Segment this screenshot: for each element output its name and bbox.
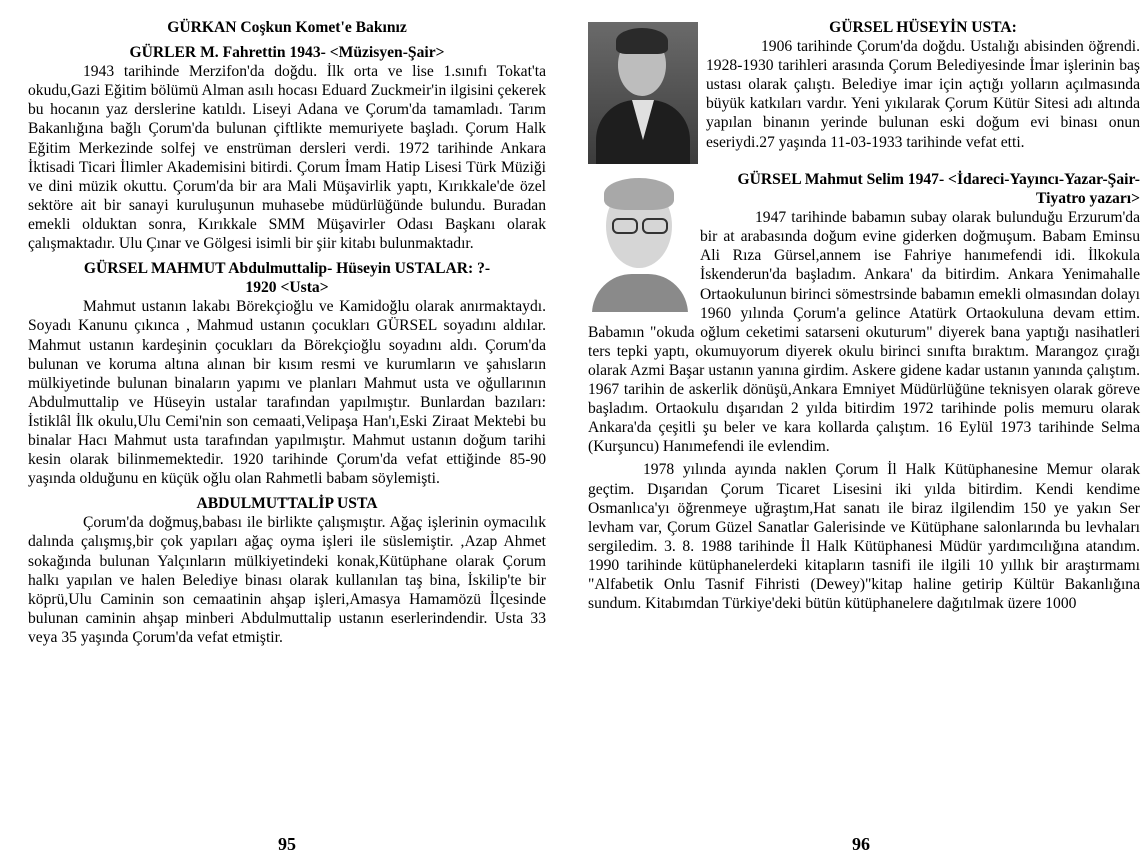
paragraph-mahmut-usta: Mahmut ustanın lakabı Börekçioğlu ve Kamidoğlu olarak anırmaktaydı. Soyadı Kanunu çıkınca , Mahmud ustanın çocukları GÜRSEL soyadını aldılar. Mahmut ustanın kardeşinin çocukları da Börekçioğlu soyadını aldı. Çorum'da bulunan ve koruma altına alınan bir kısım resmi ve kurumların ve şahısların mülkiyetinde bulunan binaların yapımı ve planları Mahmut usta ve oğullarının Abdulmuttalip ve Hüseyin ustalar tarafından yapılmıştır. Bunlardan bazıları: İstiklâl İlk okulu,Ulu Cemi'nin son cemaati,Velipaşa Han'ı,Eski Ziraat Mektebi bu binalar Hacı Mahmut usta tarafından yapılmıştır. Mahmut ustanın doğum tarihi kesin olarak bilinmemektedir. 1920 tarihinde Çorum'da vefat ettiğinde 85-90 yaşında olduğunu en küçük oğlu olan Rahmetli babam söylemişti.	[28, 298, 546, 488]
paragraph-abdulmuttalip: Çorum'da doğmuş,babası ile birlikte çalışmıştır. Ağaç işlerinin oymacılık dalında çalışmış,bir çok yapıları ağaç oyma işleri ile süslemiştir. ,Azap Ahmet sokağında bulunan Yalçınların mülkiyetindeki konak,Kütüphane olarak Çorum halkı yapılan ve halen Belediye binası olarak kullanılan taş bina, İskilip'te bir köprü,Ulu Caminin son cemaatinin ahşap işleri,Amasya Hamamözü İlçesinde bulunan caminin ahşap minberi Abdulmuttalip ustanın eserlerindendir. Usta 33 veya 35 yaşında Çorum'da vefat etmiştir.	[28, 514, 546, 646]
paragraph-mahmut-selim: 1947 tarihinde babamın subay olarak bulunduğu Erzurum'da bir at arabasında doğum evine giderken doğmuşum. Babam Eminsu Ali Rıza Gürsel,annem ise Fahriye hanımefendi idi. İlkokula İskenderun'da başladım. Ankara' da bitirdim. Ankara Yenimahalle Ortaokulunun birinci sömestrsinde babamın emekli olmasından dolayı 1960 yılında Çorum'a gelince Atatürk Ortaokuluna devam ettim. Babamın "okuda oğlum ceketimi satarseni okuturum" diyerek bana yaptığı nasihatleri ters tepki yaptı, okumuyorum diyerek okulu birinci sınıfta bıraktım. Marangoz çırağı olarak Azmi Başar ustanın yanına girdim. Askere gidene kadar ustanın yanında çalıştım. 1967 tarihin de askerlik dönüşü,Ankara Emniyet Müdürlüğüne teknisyen olarak göreve başladım. Ortaokulu dışarıdan 2 yılda bitirdim 1972 tarihinde polis memuru olarak Ankara'da çeşitli şu beler ve kara kollarda çalıştım. 16 Eylül 1973 tarihinde Selma (Kurşuncu) Hanımefendi ile evlendim.	[588, 209, 1140, 456]
heading-gursel-mahmut-line2: 1920 <Usta>	[245, 279, 329, 297]
heading-gursel-huseyin: GÜRSEL HÜSEYİN USTA:	[829, 19, 1017, 36]
heading-gurler: GÜRLER M. Fahrettin 1943- <Müzisyen-Şair>	[129, 44, 445, 62]
page-number-right: 96	[852, 834, 870, 854]
heading-gurkan: GÜRKAN Coşkun Komet'e Bakınız	[167, 19, 407, 36]
portrait-photo-mahmut-selim	[588, 170, 692, 312]
right-page	[574, 0, 1148, 855]
paragraph-mahmut-selim-2: 1978 yılında ayında naklen Çorum İl Halk Kütüphanesine Memur olarak geçtim. Dışarıdan Çorum Ticaret Lisesini iki yılda bitirdim. Kendi kendime Osmanlıca'yı öğrenmeye uğraştım,Hat sanatı ile biraz ilgilendim 150 ye yakın Ser levham var, Çorum Güzel Sanatlar Galerisinde ve Kütüphane salonlarında bu levhaları sergiledim. 3. 8. 1988 tarihinde İl Halk Kütüphanesi Müdür yardımcılığına atandım. 1990 tarihinde kütüphanelerdeki kitapların tasnifi ile ilgili 10 yıllık bir araştırmamı "Alfabetik Onlu Tasnif Fihristi (Dewey)"kitap haline getirip Kültür Bakanlığına sundum. Kitabımdan Türkiye'deki bütün kütüphanelere dağıtılmak üzere 1000	[588, 461, 1140, 613]
heading-mahmut-selim: GÜRSEL Mahmut Selim 1947- <İdareci-Yayıncı-Yazar-Şair-Tiyatro yazarı>	[737, 171, 1140, 208]
heading-gursel-mahmut-line1: GÜRSEL MAHMUT Abdulmuttalip- Hüseyin USTALAR: ?-	[83, 260, 491, 278]
heading-abdulmuttalip: ABDULMUTTALİP USTA	[196, 495, 378, 513]
paragraph-huseyin-usta: 1906 tarihinde Çorum'da doğdu. Ustalığı abisinden öğrendi. 1928-1930 tarihleri arasında Çorum Belediyesinde İmar işlerinin baş ustası olarak çalıştı. Belediye imar için açtığı yolların açılmasında büyük katkıları vardır. Yeni yıkılarak Çorum Kütür Sitesi adı altında yapılan binanın yerinde bulunan eski doğum evi binası onun eseriydi.27 yaşında 11-03-1933 tarihinde vefat etti.	[706, 38, 1140, 151]
portrait-photo-huseyin	[588, 22, 698, 164]
paragraph-gurler: 1943 tarihinde Merzifon'da doğdu. İlk orta ve lise 1.sınıfı Tokat'ta okudu,Gazi Eğitim bölümü Alman asılı hocası Eduard Zuckmeir'in ilgisini çekerek bu hocanın yaz derslerine katıldı. Liseyi Adana ve Çorum'da tamamladı. Tarım Bakanlığına bağlı Çorum'da bulunan çiftlikte memuriyete başladı. Çorum Halk Eğitim Merkezinde solfej ve enstrüman dersleri verdi. 1972 tarihinde Ankara İktisadi Ticari İlimler Akademisini bitirdi. Çorum İmam Hatip Lisesi Türk Müziği ve dini müzik okuttu. Çorum'da bir ara Mali Müşavirlik yaptı, Kırıkkale'de özel sektöre ait bir sanayi kuruluşunun muhasebe müdürlüğünde bulundu. Buradan emekli olduktan sonra, Kırıkkale SMM Müşavirler Odası Başkanı olarak çalışmaktadır. Ulu Çınar ve Gölgesi isimli bir şiir kitabı bulunmaktadır.	[28, 63, 546, 253]
page-number-left: 95	[278, 834, 296, 854]
